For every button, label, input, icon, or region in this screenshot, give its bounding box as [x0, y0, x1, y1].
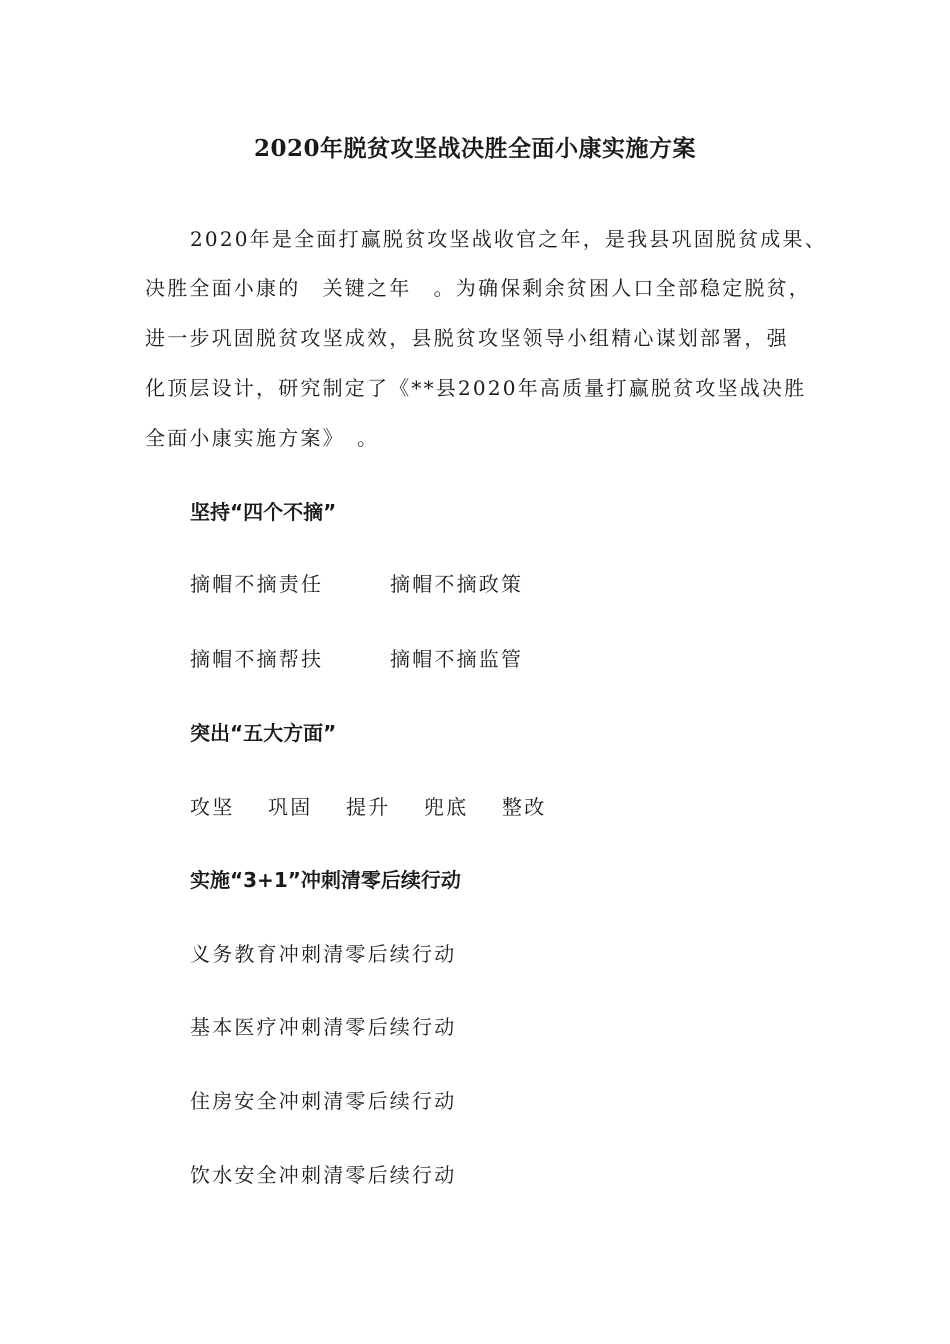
list-item: 义务教育冲刺清零后续行动	[190, 942, 457, 966]
section-heading-five-aspects: 突出“五大方面”	[190, 721, 337, 745]
list-item: 兜底	[424, 795, 469, 819]
document-title: 2020年脱贫攻坚战决胜全面小康实施方案	[253, 135, 696, 162]
list-item: 摘帽不摘帮扶	[190, 647, 324, 671]
intro-line-4: 化顶层设计，研究制定了《**县2020年高质量打赢脱贫攻坚战决胜	[145, 376, 807, 400]
intro-line-3: 进一步巩固脱贫攻坚成效，县脱贫攻坚领导小组精心谋划部署，强	[145, 326, 789, 350]
list-item: 摘帽不摘监管	[390, 647, 524, 671]
list-item: 住房安全冲刺清零后续行动	[190, 1089, 457, 1113]
section-heading-3plus1: 实施“3+1”冲刺清零后续行动	[190, 868, 461, 892]
list-item: 提升	[346, 795, 391, 819]
section-heading-four-nots: 坚持“四个不摘”	[190, 500, 337, 524]
intro-line-2: 决胜全面小康的 关键之年 。为确保剩余贫困人口全部稳定脱贫，	[145, 276, 811, 300]
list-item: 饮水安全冲刺清零后续行动	[190, 1163, 457, 1187]
intro-line-1: 2020年是全面打赢脱贫攻坚战收官之年，是我县巩固脱贫成果、	[190, 227, 827, 251]
list-item: 巩固	[268, 795, 313, 819]
list-item: 整改	[502, 795, 547, 819]
list-item: 摘帽不摘政策	[390, 572, 524, 596]
list-item: 基本医疗冲刺清零后续行动	[190, 1015, 457, 1039]
list-item: 摘帽不摘责任	[190, 572, 324, 596]
list-item: 攻坚	[190, 795, 235, 819]
intro-line-5: 全面小康实施方案》 。	[145, 426, 380, 450]
